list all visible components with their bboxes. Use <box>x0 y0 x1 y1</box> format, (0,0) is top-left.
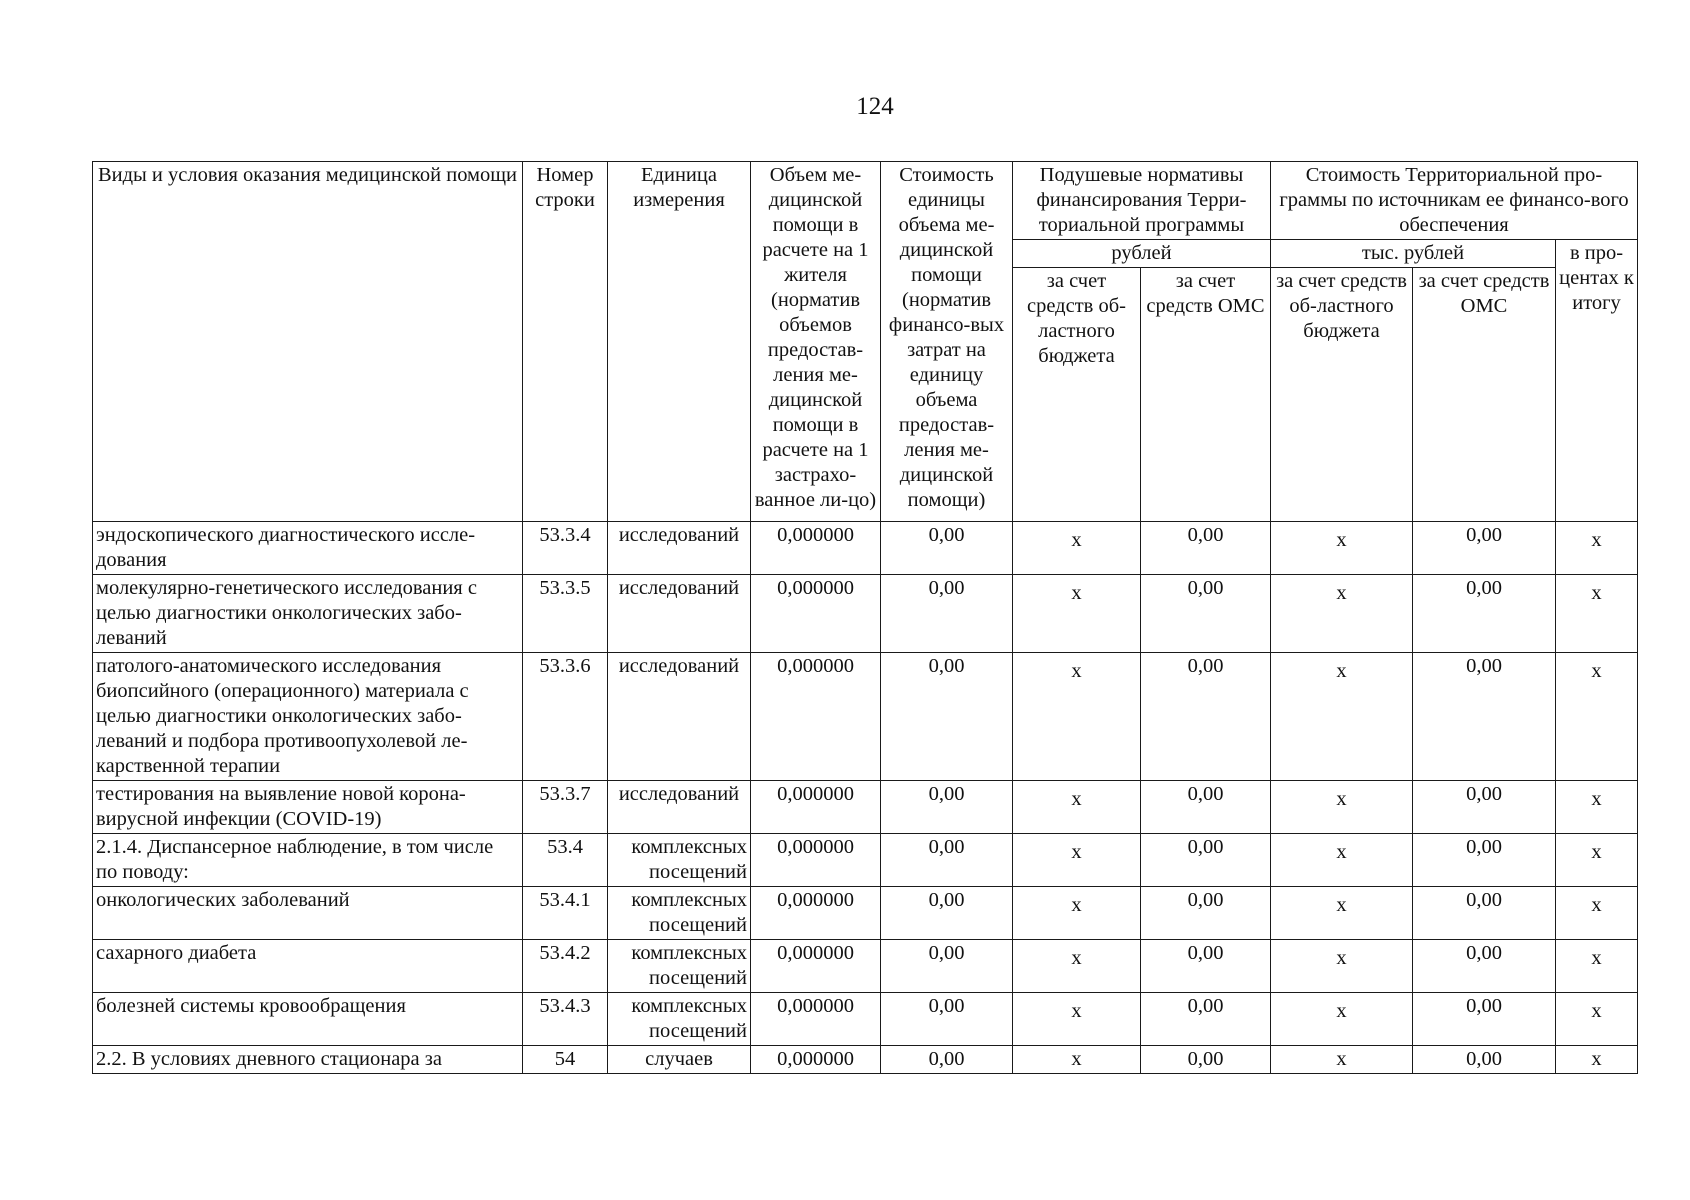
row-name: тестирования на выявление новой корона-вирусной инфекции (COVID-19) <box>93 781 523 834</box>
table-row <box>93 887 1638 940</box>
row-unit: исследований <box>608 653 751 781</box>
row-program-oms: 0,00 <box>1413 522 1556 575</box>
row-per-capita-oms: 0,00 <box>1141 940 1271 993</box>
financing-table <box>92 161 1638 1074</box>
row-per-capita-budget: х <box>1013 993 1141 1046</box>
row-name: молекулярно-генетического исследования с целью диагностики онкологических забо-леваний <box>93 575 523 653</box>
table-row <box>93 653 1638 781</box>
row-cost: 0,00 <box>881 522 1013 575</box>
row-percent: х <box>1556 940 1638 993</box>
row-per-capita-oms: 0,00 <box>1141 781 1271 834</box>
row-number: 54 <box>523 1046 608 1074</box>
row-number: 53.4.1 <box>523 887 608 940</box>
header-row-number: Номер строки <box>523 162 608 522</box>
header-unit-thousand-rubles: тыс. рублей <box>1271 240 1556 268</box>
row-per-capita-oms: 0,00 <box>1141 522 1271 575</box>
row-per-capita-budget: х <box>1013 887 1141 940</box>
header-kinds: Виды и условия оказания медицинской помощи <box>93 162 523 522</box>
row-cost: 0,00 <box>881 1046 1013 1074</box>
row-volume: 0,000000 <box>751 522 881 575</box>
row-program-oms: 0,00 <box>1413 653 1556 781</box>
row-volume: 0,000000 <box>751 1046 881 1074</box>
row-name: онкологических заболеваний <box>93 887 523 940</box>
table-row <box>93 522 1638 575</box>
table-row <box>93 1046 1638 1074</box>
row-cost: 0,00 <box>881 834 1013 887</box>
row-number: 53.4.2 <box>523 940 608 993</box>
header-percent: в про-центах к итогу <box>1556 240 1638 522</box>
row-volume: 0,000000 <box>751 781 881 834</box>
row-percent: х <box>1556 575 1638 653</box>
row-per-capita-oms: 0,00 <box>1141 1046 1271 1074</box>
header-per-capita-budget: за счет средств об-ластного бюджета <box>1013 268 1141 522</box>
row-number: 53.4.3 <box>523 993 608 1046</box>
header-program-cost-group: Стоимость Территориальной про-граммы по источникам ее финансо-вого обеспечения <box>1271 162 1638 240</box>
row-cost: 0,00 <box>881 653 1013 781</box>
row-number: 53.4 <box>523 834 608 887</box>
row-name: эндоскопического диагностического иссле-дования <box>93 522 523 575</box>
row-unit: комплексных посещений <box>608 940 751 993</box>
row-cost: 0,00 <box>881 575 1013 653</box>
row-cost: 0,00 <box>881 781 1013 834</box>
row-program-oms: 0,00 <box>1413 575 1556 653</box>
row-cost: 0,00 <box>881 993 1013 1046</box>
row-per-capita-budget: х <box>1013 653 1141 781</box>
row-name: 2.2. В условиях дневного стационара за <box>93 1046 523 1074</box>
header-per-capita-group: Подушевые нормативы финансирования Терри-ториальной программы <box>1013 162 1271 240</box>
table-row <box>93 940 1638 993</box>
row-per-capita-budget: х <box>1013 522 1141 575</box>
row-per-capita-oms: 0,00 <box>1141 887 1271 940</box>
row-program-budget: х <box>1271 940 1413 993</box>
header-volume: Объем ме-дицинской помощи в расчете на 1 жителя (норматив объемов предостав-ления ме-дицинской помощи в расчете на 1 застрахо-ванное ли-цо) <box>751 162 881 522</box>
row-program-budget: х <box>1271 1046 1413 1074</box>
row-volume: 0,000000 <box>751 575 881 653</box>
row-per-capita-budget: х <box>1013 781 1141 834</box>
row-name: патолого-анатомического исследования биопсийного (операционного) материала с целью диагностики онкологических забо-леваний и подбора противоопухолевой ле-карственной терапии <box>93 653 523 781</box>
row-per-capita-budget: х <box>1013 575 1141 653</box>
row-percent: х <box>1556 1046 1638 1074</box>
row-unit: комплексных посещений <box>608 834 751 887</box>
row-number: 53.3.6 <box>523 653 608 781</box>
row-name: сахарного диабета <box>93 940 523 993</box>
row-unit: комплексных посещений <box>608 887 751 940</box>
row-cost: 0,00 <box>881 940 1013 993</box>
row-program-budget: х <box>1271 575 1413 653</box>
header-cost-unit: Стоимость единицы объема ме-дицинской помощи (норматив финансо-вых затрат на единицу объема предостав-ления ме-дицинской помощи) <box>881 162 1013 522</box>
table-row <box>93 834 1638 887</box>
header-unit-rubles: рублей <box>1013 240 1271 268</box>
row-program-budget: х <box>1271 887 1413 940</box>
row-volume: 0,000000 <box>751 993 881 1046</box>
row-per-capita-oms: 0,00 <box>1141 834 1271 887</box>
row-unit: исследований <box>608 575 751 653</box>
row-per-capita-oms: 0,00 <box>1141 575 1271 653</box>
row-program-oms: 0,00 <box>1413 1046 1556 1074</box>
row-percent: х <box>1556 653 1638 781</box>
row-per-capita-oms: 0,00 <box>1141 653 1271 781</box>
row-unit: случаев <box>608 1046 751 1074</box>
row-per-capita-budget: х <box>1013 940 1141 993</box>
row-program-budget: х <box>1271 522 1413 575</box>
header-unit: Единица измерения <box>608 162 751 522</box>
row-program-oms: 0,00 <box>1413 940 1556 993</box>
table-row <box>93 781 1638 834</box>
row-program-budget: х <box>1271 653 1413 781</box>
header-program-oms: за счет средств ОМС <box>1413 268 1556 522</box>
row-volume: 0,000000 <box>751 940 881 993</box>
row-volume: 0,000000 <box>751 834 881 887</box>
row-cost: 0,00 <box>881 887 1013 940</box>
row-volume: 0,000000 <box>751 653 881 781</box>
row-program-budget: х <box>1271 993 1413 1046</box>
row-program-oms: 0,00 <box>1413 887 1556 940</box>
row-per-capita-oms: 0,00 <box>1141 993 1271 1046</box>
table-row <box>93 575 1638 653</box>
row-percent: х <box>1556 522 1638 575</box>
row-program-oms: 0,00 <box>1413 993 1556 1046</box>
row-number: 53.3.5 <box>523 575 608 653</box>
table-row <box>93 993 1638 1046</box>
header-row-1 <box>93 162 1638 240</box>
row-program-budget: х <box>1271 781 1413 834</box>
row-program-budget: х <box>1271 834 1413 887</box>
row-per-capita-budget: х <box>1013 834 1141 887</box>
row-percent: х <box>1556 781 1638 834</box>
row-unit: исследований <box>608 522 751 575</box>
row-per-capita-budget: х <box>1013 1046 1141 1074</box>
header-program-budget: за счет средств об-ластного бюджета <box>1271 268 1413 522</box>
row-name: болезней системы кровообращения <box>93 993 523 1046</box>
row-unit: исследований <box>608 781 751 834</box>
page-number: 124 <box>856 93 894 120</box>
row-percent: х <box>1556 887 1638 940</box>
row-program-oms: 0,00 <box>1413 781 1556 834</box>
row-number: 53.3.4 <box>523 522 608 575</box>
row-program-oms: 0,00 <box>1413 834 1556 887</box>
row-number: 53.3.7 <box>523 781 608 834</box>
header-per-capita-oms: за счет средств ОМС <box>1141 268 1271 522</box>
row-name: 2.1.4. Диспансерное наблюдение, в том числе по поводу: <box>93 834 523 887</box>
row-percent: х <box>1556 834 1638 887</box>
row-unit: комплексных посещений <box>608 993 751 1046</box>
row-percent: х <box>1556 993 1638 1046</box>
row-volume: 0,000000 <box>751 887 881 940</box>
